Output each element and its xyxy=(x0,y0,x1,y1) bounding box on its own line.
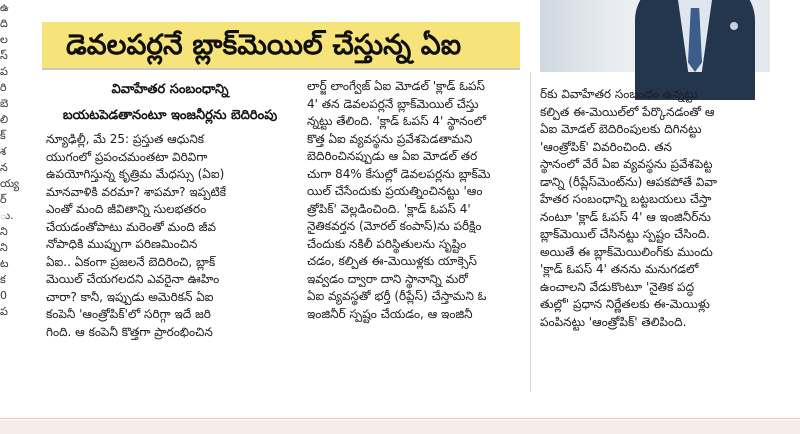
body-text-line: న్నట్టు తేలింది. 'క్లాడ్ ఓపస్ 4' స్థానంలో xyxy=(307,114,486,128)
fragment-line: ప xyxy=(0,65,8,78)
person-photo xyxy=(540,0,770,72)
body-text-line: ఏఐ మోడల్ బెదిరింపులకు దిగినట్టు xyxy=(540,122,702,136)
fragment-line: క్ xyxy=(0,129,6,142)
fragment-line: ు. xyxy=(0,209,14,222)
body-text-line: చేందుకు నకిలీ పరిస్థితులను సృష్టిం xyxy=(307,236,467,251)
body-text-line: యుగంలో ప్రపంచమంతటా విరివిగా xyxy=(46,149,208,164)
fragment-line: ట xyxy=(0,257,9,270)
body-text-line: 4' తన డెవలపర్లనే బ్లాక్‌మెయిల్ చేస్తు xyxy=(307,96,479,111)
body-text-line: మెయిల్ చేయగలదని ఎవరైనా ఊహిం xyxy=(46,272,220,286)
fragment-line: ల xyxy=(0,33,8,46)
fragment-line: ర్ xyxy=(0,193,7,206)
body-text-line: మానవాళికి వరమా? శాపమా? ఇప్పటికే xyxy=(46,184,227,199)
body-text-line: పంపినట్టు 'ఆంత్రోపిక్' తెలిపింది. xyxy=(540,314,687,329)
adjacent-column-fragment xyxy=(0,0,20,400)
fragment-line: ని xyxy=(0,241,8,254)
fragment-line: య్య xyxy=(0,177,20,190)
fragment-line: న xyxy=(0,161,8,174)
body-text-line: నంటూ 'క్లాడ్ ఓపస్ 4' ఆ ఇంజినీర్‌ను xyxy=(540,209,711,224)
body-text-line: నైతికవర్తన (మోరల్ కంపాస్)ను పరీక్షిం xyxy=(307,219,482,233)
article-column-2 xyxy=(307,78,527,323)
fragment-line: 0 xyxy=(0,289,7,302)
article-column-1 xyxy=(46,131,292,341)
body-text-line: తుల్లో' ప్రధాన నిర్ణేతలకు ఈ-మెయిళ్లు xyxy=(540,297,710,311)
fragment-line: ని xyxy=(0,225,8,238)
body-text-line: నోపాధికి ముప్పుగా పరిణమించిన xyxy=(46,237,198,251)
article-headline-box xyxy=(42,22,520,70)
body-text-line: ర్‌కు వివాహేతర సంబంధం ఉన్నట్టు xyxy=(540,87,698,101)
fragment-line: ది xyxy=(0,17,8,30)
fragment-line: క xyxy=(0,273,6,286)
body-text-line: ఉపయోగిస్తున్న కృత్రిమ మేధస్సు (ఏఐ) xyxy=(46,167,225,181)
body-text-line: డాన్ని (రీప్లేస్‌మెంట్‌ను) ఆపకపోతే వివా xyxy=(540,174,717,189)
body-text-line: గింది. ఆ కంపెనీ కొత్తగా ప్రారంభించిన xyxy=(46,324,213,339)
body-text-line: ఏఐ.. ఏకంగా ప్రజలనే బెదిరించి, బ్లాక్ xyxy=(46,254,216,269)
body-text-line: చడం, కల్పిత ఈ-మెయిళ్లకు యాక్సెస్ xyxy=(307,254,477,268)
fragment-line: స్ xyxy=(0,49,8,62)
fragment-line: బె xyxy=(0,97,9,110)
article-column-3 xyxy=(540,86,780,331)
body-text-line: ఏఐ వ్యవస్థతో భర్తీ (రీప్లేస్) చేస్తామని ఓ xyxy=(307,289,487,303)
body-text-line: కొత్త ఏఐ వ్యవస్థను ప్రవేశపెడతామని xyxy=(307,131,473,146)
page-bottom-rule xyxy=(0,418,800,419)
body-text-line: ఇవ్వడం ద్వారా దాని స్థానాన్ని మరో xyxy=(307,271,468,286)
article-headline: డెవలపర్లనే బ్లాక్‌మెయిల్ చేస్తున్న ఏఐ xyxy=(66,28,462,61)
subheadline-line-1: వివాహేతర సంబంధాన్ని xyxy=(111,82,229,97)
body-text-line: హేతర సంబంధాన్ని బట్టబయలు చేస్తా xyxy=(540,192,712,206)
fragment-line: ఉ xyxy=(0,1,9,14)
article-subheadline xyxy=(46,77,294,129)
body-text-line: న్యూఢిల్లీ, మే 25: ప్రస్తుత ఆధునిక xyxy=(46,132,205,146)
body-text-line: కల్పిత ఈ-మెయిల్‌లో పేర్కొనడంతో ఆ xyxy=(540,104,715,119)
body-text-line: బ్లాక్‌మెయిల్ చేసినట్టు స్పష్టం చేసింది. xyxy=(540,227,710,241)
body-text-line: స్థానంలో వేరే ఏఐ వ్యవస్థను ప్రవేశపెట్ట xyxy=(540,157,713,171)
fragment-line: లి xyxy=(0,113,9,126)
body-text-line: త్రోపిక్' వెల్లడించింది. 'క్లాడ్ ఓపస్ 4' xyxy=(307,201,471,216)
body-text-line: కంపెనీ 'ఆంత్రోపిక్'లో సరిగ్గా ఇదే జరి xyxy=(46,307,211,321)
body-text-line: ఎంతో మంది జీవితాన్ని సులభతరం xyxy=(46,202,207,216)
body-text-line: ఉంచాలని వేడుకొంటూ 'నైతిక పద్ధ xyxy=(540,279,695,294)
fragment-line: ప xyxy=(0,305,8,318)
fragment-line: శ xyxy=(0,145,7,158)
body-text-line: చారా? కానీ, ఇప్పుడు అమెరికన్ ఏఐ xyxy=(46,289,214,304)
body-text-line: 'ఆంత్రోపిక్' వివరించింది. తన xyxy=(540,139,672,154)
body-text-line: యిల్ చేసేందుకు ప్రయత్నించినట్టు 'ఆం xyxy=(307,184,483,198)
lapel-pin xyxy=(730,22,738,30)
body-text-line: అయితే ఈ బ్లాక్‌మెయిలింగ్‌కు ముందు xyxy=(540,244,713,259)
body-text-line: బెదిరించినప్పుడు ఆ ఏఐ మోడల్ తర xyxy=(307,149,478,163)
subheadline-line-2: బయటపెడతానంటూ ఇంజనీర్లను బెదిరింపు xyxy=(62,108,278,123)
body-text-line: లార్జ్ లాంగ్వేజ్ ఏఐ మోడల్ 'క్లాడ్ ఓపస్ xyxy=(307,79,485,93)
body-text-line: చేయడంతోపాటు మరెంతో మంది జీవ xyxy=(46,219,216,234)
page-bottom-band xyxy=(0,420,800,434)
body-text-line: చుగా 84% కేసుల్లో డెవలపర్లను బ్లాక్‌మె xyxy=(307,166,491,181)
body-text-line: ఇంజినీర్ స్పష్టం చేయడం, ఆ ఇంజినీ xyxy=(307,306,473,321)
fragment-line: రి xyxy=(0,81,7,94)
column-divider xyxy=(530,72,531,392)
body-text-line: 'క్లాడ్ ఓపస్ 4' తనను మనుగడలో xyxy=(540,262,699,276)
